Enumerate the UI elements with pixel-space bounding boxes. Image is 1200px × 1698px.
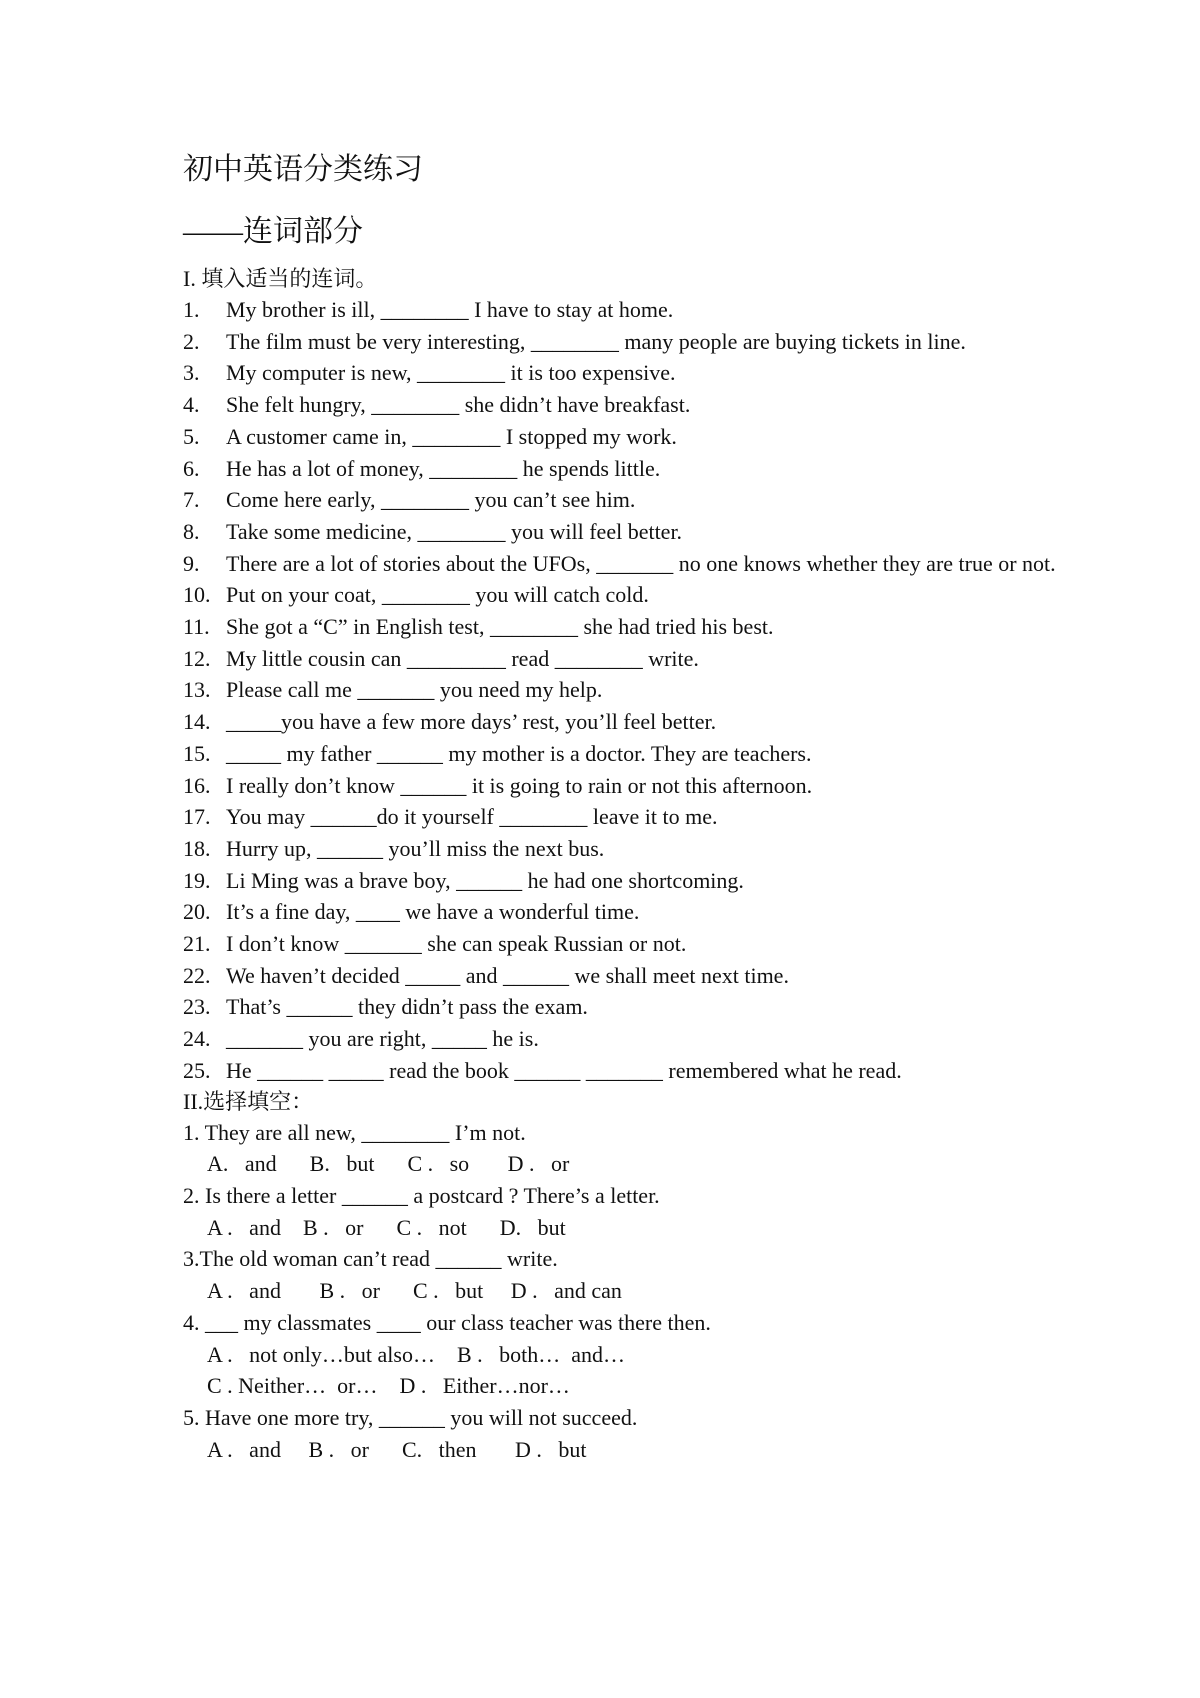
page-title: 初中英语分类练习 <box>183 153 423 186</box>
fill-in-item <box>183 896 1063 928</box>
multiple-choice-list <box>183 1117 1063 1466</box>
item-number: 10. <box>183 582 211 608</box>
item-number: 9. <box>183 550 200 576</box>
fill-in-item <box>183 389 1063 421</box>
item-number: 24. <box>183 1026 211 1052</box>
item-number: 12. <box>183 645 211 671</box>
item-text: Please call me _______ you need my help. <box>226 677 603 703</box>
item-number: 7. <box>183 487 200 513</box>
item-number: 20. <box>183 899 211 925</box>
fill-in-item <box>183 357 1063 389</box>
fill-in-item <box>183 833 1063 865</box>
item-number: 13. <box>183 677 211 703</box>
item-number: 4. <box>183 392 200 418</box>
item-text: It’s a fine day, ____ we have a wonderful time. <box>226 899 640 925</box>
item-text: _____you have a few more days’ rest, you’ll feel better. <box>226 709 717 735</box>
item-number: 16. <box>183 772 211 798</box>
fill-in-item <box>183 548 1063 580</box>
item-number: 15. <box>183 740 211 766</box>
worksheet <box>183 150 1063 1465</box>
mc-question: 2. Is there a letter ______ a postcard ? There’s a letter. <box>183 1182 660 1208</box>
fill-in-item <box>183 484 1063 516</box>
item-number: 18. <box>183 835 211 861</box>
page-subtitle: ——连词部分 <box>183 215 363 248</box>
fill-in-item <box>183 706 1063 738</box>
item-number: 8. <box>183 518 200 544</box>
item-number: 19. <box>183 867 211 893</box>
mc-options: A . and B . or C . but D . and can <box>207 1278 622 1304</box>
item-text: My computer is new, ________ it is too expensive. <box>226 360 676 386</box>
mc-options: C . Neither… or… D . Either…nor… <box>207 1373 570 1399</box>
item-text: She felt hungry, ________ she didn’t have breakfast. <box>226 392 691 418</box>
item-text: She got a “C” in English test, ________ she had tried his best. <box>226 614 774 640</box>
mc-options: A. and B. but C . so D . or <box>207 1151 570 1177</box>
item-number: 2. <box>183 328 200 354</box>
item-number: 21. <box>183 931 211 957</box>
mc-question: 3.The old woman can’t read ______ write. <box>183 1246 558 1272</box>
fill-in-item <box>183 643 1063 675</box>
item-text: The film must be very interesting, ________ many people are buying tickets in line. <box>226 328 966 354</box>
item-text: _______ you are right, _____ he is. <box>226 1026 539 1052</box>
item-text: He has a lot of money, ________ he spends little. <box>226 455 661 481</box>
mc-options: A . and B . or C. then D . but <box>207 1436 587 1462</box>
mc-question: 5. Have one more try, ______ you will not succeed. <box>183 1404 638 1430</box>
item-text: _____ my father ______ my mother is a doctor. They are teachers. <box>226 740 812 766</box>
item-number: 6. <box>183 455 200 481</box>
fill-in-item <box>183 991 1063 1023</box>
fill-in-item <box>183 294 1063 326</box>
fill-in-item <box>183 960 1063 992</box>
fill-in-item <box>183 801 1063 833</box>
section-1-heading: I. 填入适当的连词。 <box>183 266 378 291</box>
item-text: My brother is ill, ________ I have to stay at home. <box>226 297 674 322</box>
mc-question: 4. ___ my classmates ____ our class teacher was there then. <box>183 1309 711 1335</box>
item-text: Li Ming was a brave boy, ______ he had one shortcoming. <box>226 867 744 893</box>
item-text: You may ______do it yourself ________ leave it to me. <box>226 804 718 830</box>
item-number: 14. <box>183 709 211 735</box>
fill-in-item <box>183 453 1063 485</box>
fill-in-item <box>183 928 1063 960</box>
section-2-heading: II.选择填空： <box>183 1088 314 1114</box>
item-text: A customer came in, ________ I stopped my work. <box>226 423 677 449</box>
mc-question: 1. They are all new, ________ I’m not. <box>183 1119 526 1145</box>
item-number: 23. <box>183 994 211 1020</box>
item-number: 1. <box>183 297 200 322</box>
item-number: 5. <box>183 423 200 449</box>
item-text: We haven’t decided _____ and ______ we shall meet next time. <box>226 962 789 988</box>
item-text: Put on your coat, ________ you will catch cold. <box>226 582 649 608</box>
fill-in-item <box>183 516 1063 548</box>
fill-in-item <box>183 1023 1063 1055</box>
item-text: My little cousin can _________ read ________ write. <box>226 645 699 671</box>
item-text: Come here early, ________ you can’t see him. <box>226 487 636 513</box>
item-text: There are a lot of stories about the UFOs, _______ no one knows whether they are true or not. <box>226 550 1056 576</box>
fill-in-item <box>183 770 1063 802</box>
mc-options: A . and B . or C . not D. but <box>207 1214 566 1240</box>
item-text: That’s ______ they didn’t pass the exam. <box>226 994 588 1020</box>
item-text: I really don’t know ______ it is going to rain or not this afternoon. <box>226 772 813 798</box>
item-number: 17. <box>183 804 211 830</box>
item-number: 3. <box>183 360 200 386</box>
item-text: Take some medicine, ________ you will feel better. <box>226 518 683 544</box>
fill-in-item <box>183 865 1063 897</box>
item-number: 25. <box>183 1057 211 1083</box>
fill-in-item <box>183 738 1063 770</box>
mc-options: A . not only…but also… B . both… and… <box>207 1341 625 1367</box>
fill-in-list <box>183 294 1063 1087</box>
item-text: He ______ _____ read the book ______ _______ remembered what he read. <box>226 1057 902 1083</box>
fill-in-item <box>183 326 1063 358</box>
fill-in-item <box>183 421 1063 453</box>
fill-in-item <box>183 1055 1063 1087</box>
fill-in-item <box>183 674 1063 706</box>
fill-in-item <box>183 611 1063 643</box>
item-number: 22. <box>183 962 211 988</box>
item-text: Hurry up, ______ you’ll miss the next bus. <box>226 835 605 861</box>
item-text: I don’t know _______ she can speak Russian or not. <box>226 931 687 957</box>
item-number: 11. <box>183 614 210 640</box>
fill-in-item <box>183 579 1063 611</box>
